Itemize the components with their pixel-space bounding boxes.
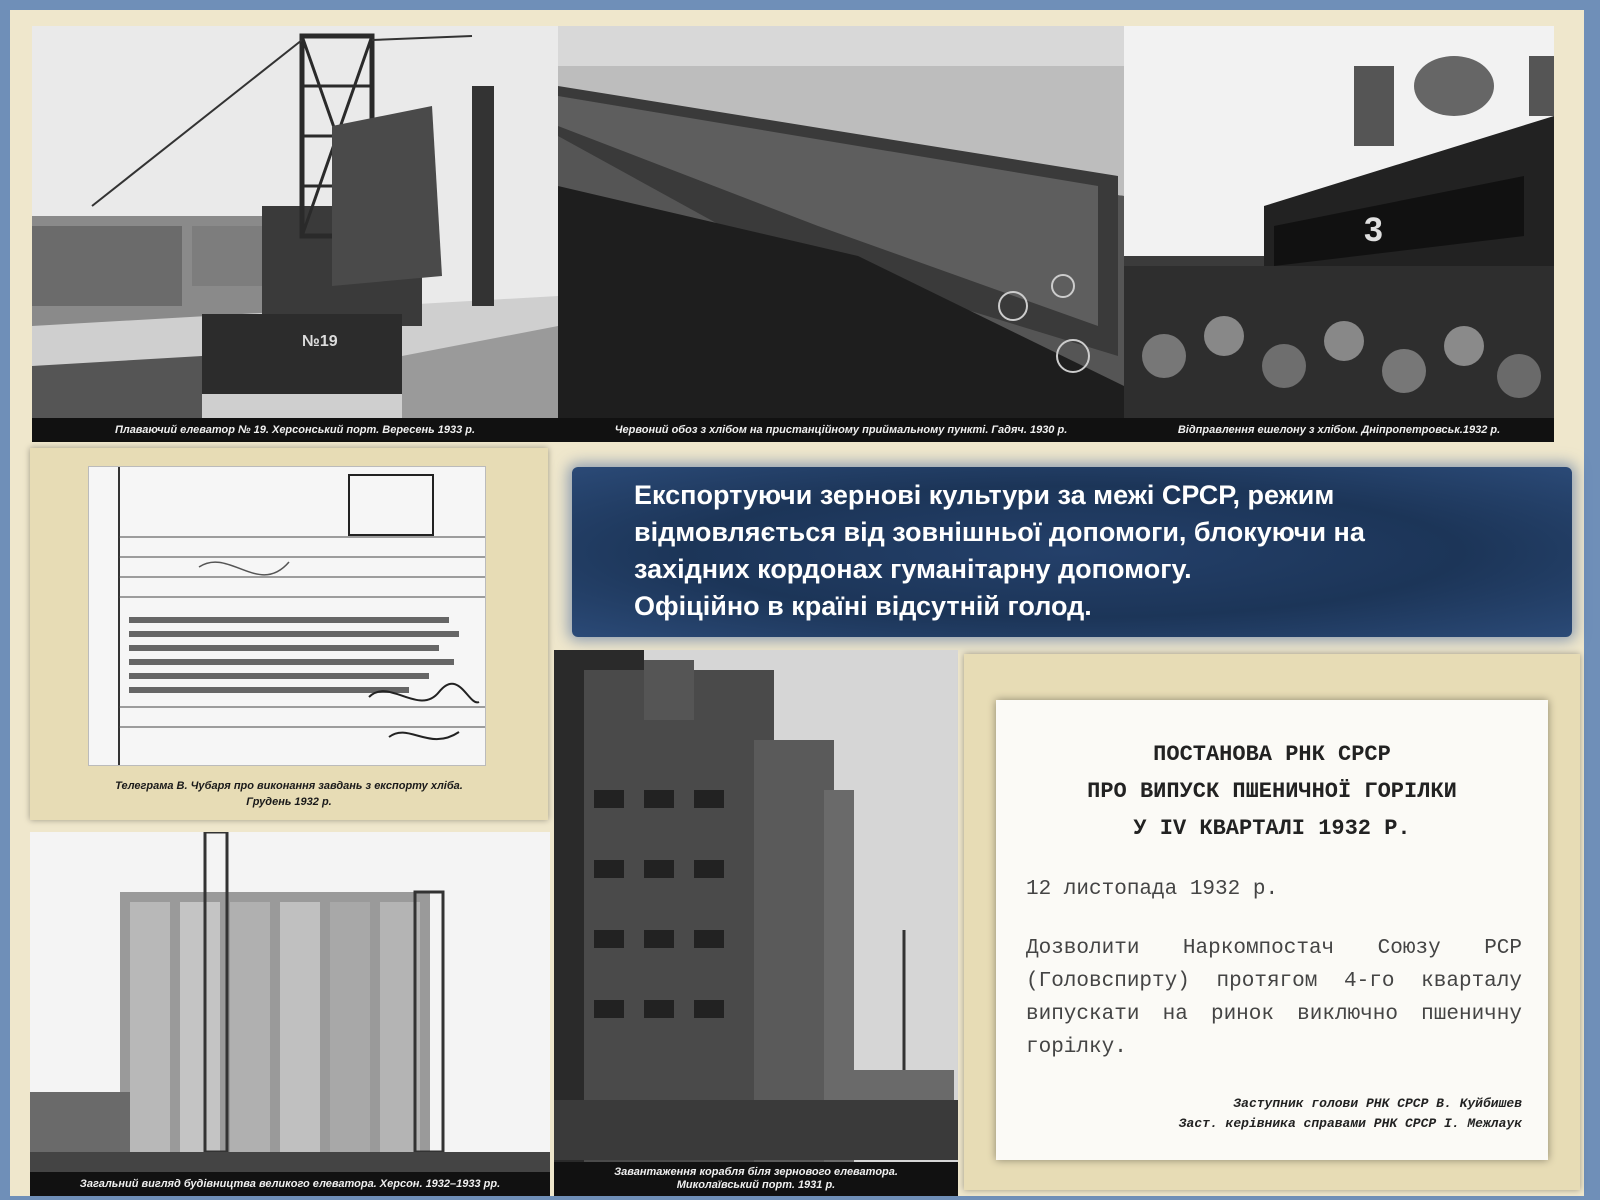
telegram-image (89, 467, 485, 765)
caption-telegram-line1: Телеграма В. Чубаря про виконання завдань з експорту хліба. (115, 780, 463, 792)
decree-signature-2: Заст. керівника справами РНК СРСР І. Межлаук (1178, 1116, 1522, 1131)
locomotive-image (1124, 26, 1554, 442)
statement-banner (572, 467, 1572, 637)
caption-floating-elevator: Плаваючий елеватор № 19. Херсонський порт. Вересень 1933 р. (32, 418, 558, 442)
decree-signatures (1179, 1094, 1522, 1134)
decree-title-line2: ПРО ВИПУСК ПШЕНИЧНОЇ ГОРІЛКИ (1087, 779, 1457, 804)
caption-ship-loading (554, 1162, 958, 1196)
barge-number: №19 (302, 333, 338, 350)
decree-title-line1: ПОСТАНОВА РНК СРСР (1153, 742, 1391, 767)
caption-telegram-line2: Грудень 1932 р. (246, 796, 332, 808)
locomotive-number: 3 (1364, 211, 1383, 249)
decree-date: 12 листопада 1932 р. (1026, 878, 1279, 901)
decree-title (996, 736, 1548, 847)
floating-elevator-image (32, 26, 558, 442)
decree-body: Дозволити Наркомпостач Союзу РСР (Головспирту) протягом 4-го кварталу випускати на ринок виключно пшеничну горілку. (1026, 937, 1522, 1059)
caption-elevator-construction: Загальний вигляд будівництва великого елеватора. Херсон. 1932–1933 рр. (30, 1172, 550, 1196)
photo-elevator-construction (30, 832, 550, 1196)
statement-line1: Експортуючи зернові культури за межі СРСР, режим (634, 480, 1335, 510)
caption-ship-line2: Миколаївський порт. 1931 р. (676, 1179, 836, 1191)
photo-locomotive (1124, 26, 1554, 442)
ship-loading-image (554, 650, 958, 1196)
caption-locomotive: Відправлення ешелону з хлібом. Дніпропетровськ.1932 р. (1124, 418, 1554, 442)
decree-signature-1: Заступник голови РНК СРСР В. Куйбишев (1233, 1096, 1522, 1111)
caption-telegram (30, 778, 548, 810)
decree-title-line3: У IV КВАРТАЛІ 1932 Р. (1133, 816, 1411, 841)
statement-text (634, 477, 1532, 625)
exhibit-board (10, 10, 1584, 1196)
statement-line4: Офіційно в країні відсутній голод. (634, 591, 1092, 621)
photo-floating-elevator (32, 26, 558, 442)
telegram-frame (30, 448, 548, 820)
photo-ship-loading (554, 650, 958, 1196)
caption-ship-line1: Завантаження корабля біля зернового елеватора. (614, 1166, 898, 1178)
photo-wagon-train (558, 26, 1124, 442)
statement-line2: відмовляється від зовнішньої допомоги, блокуючи на (634, 517, 1365, 547)
decree-document (996, 700, 1548, 1160)
wagon-train-image (558, 26, 1124, 442)
caption-wagon-train: Червоний обоз з хлібом на пристанційному приймальному пункті. Гадяч. 1930 р. (558, 418, 1124, 442)
elevator-construction-image (30, 832, 550, 1196)
telegram-document (88, 466, 486, 766)
statement-line3: західних кордонах гуманітарну допомогу. (634, 554, 1192, 584)
